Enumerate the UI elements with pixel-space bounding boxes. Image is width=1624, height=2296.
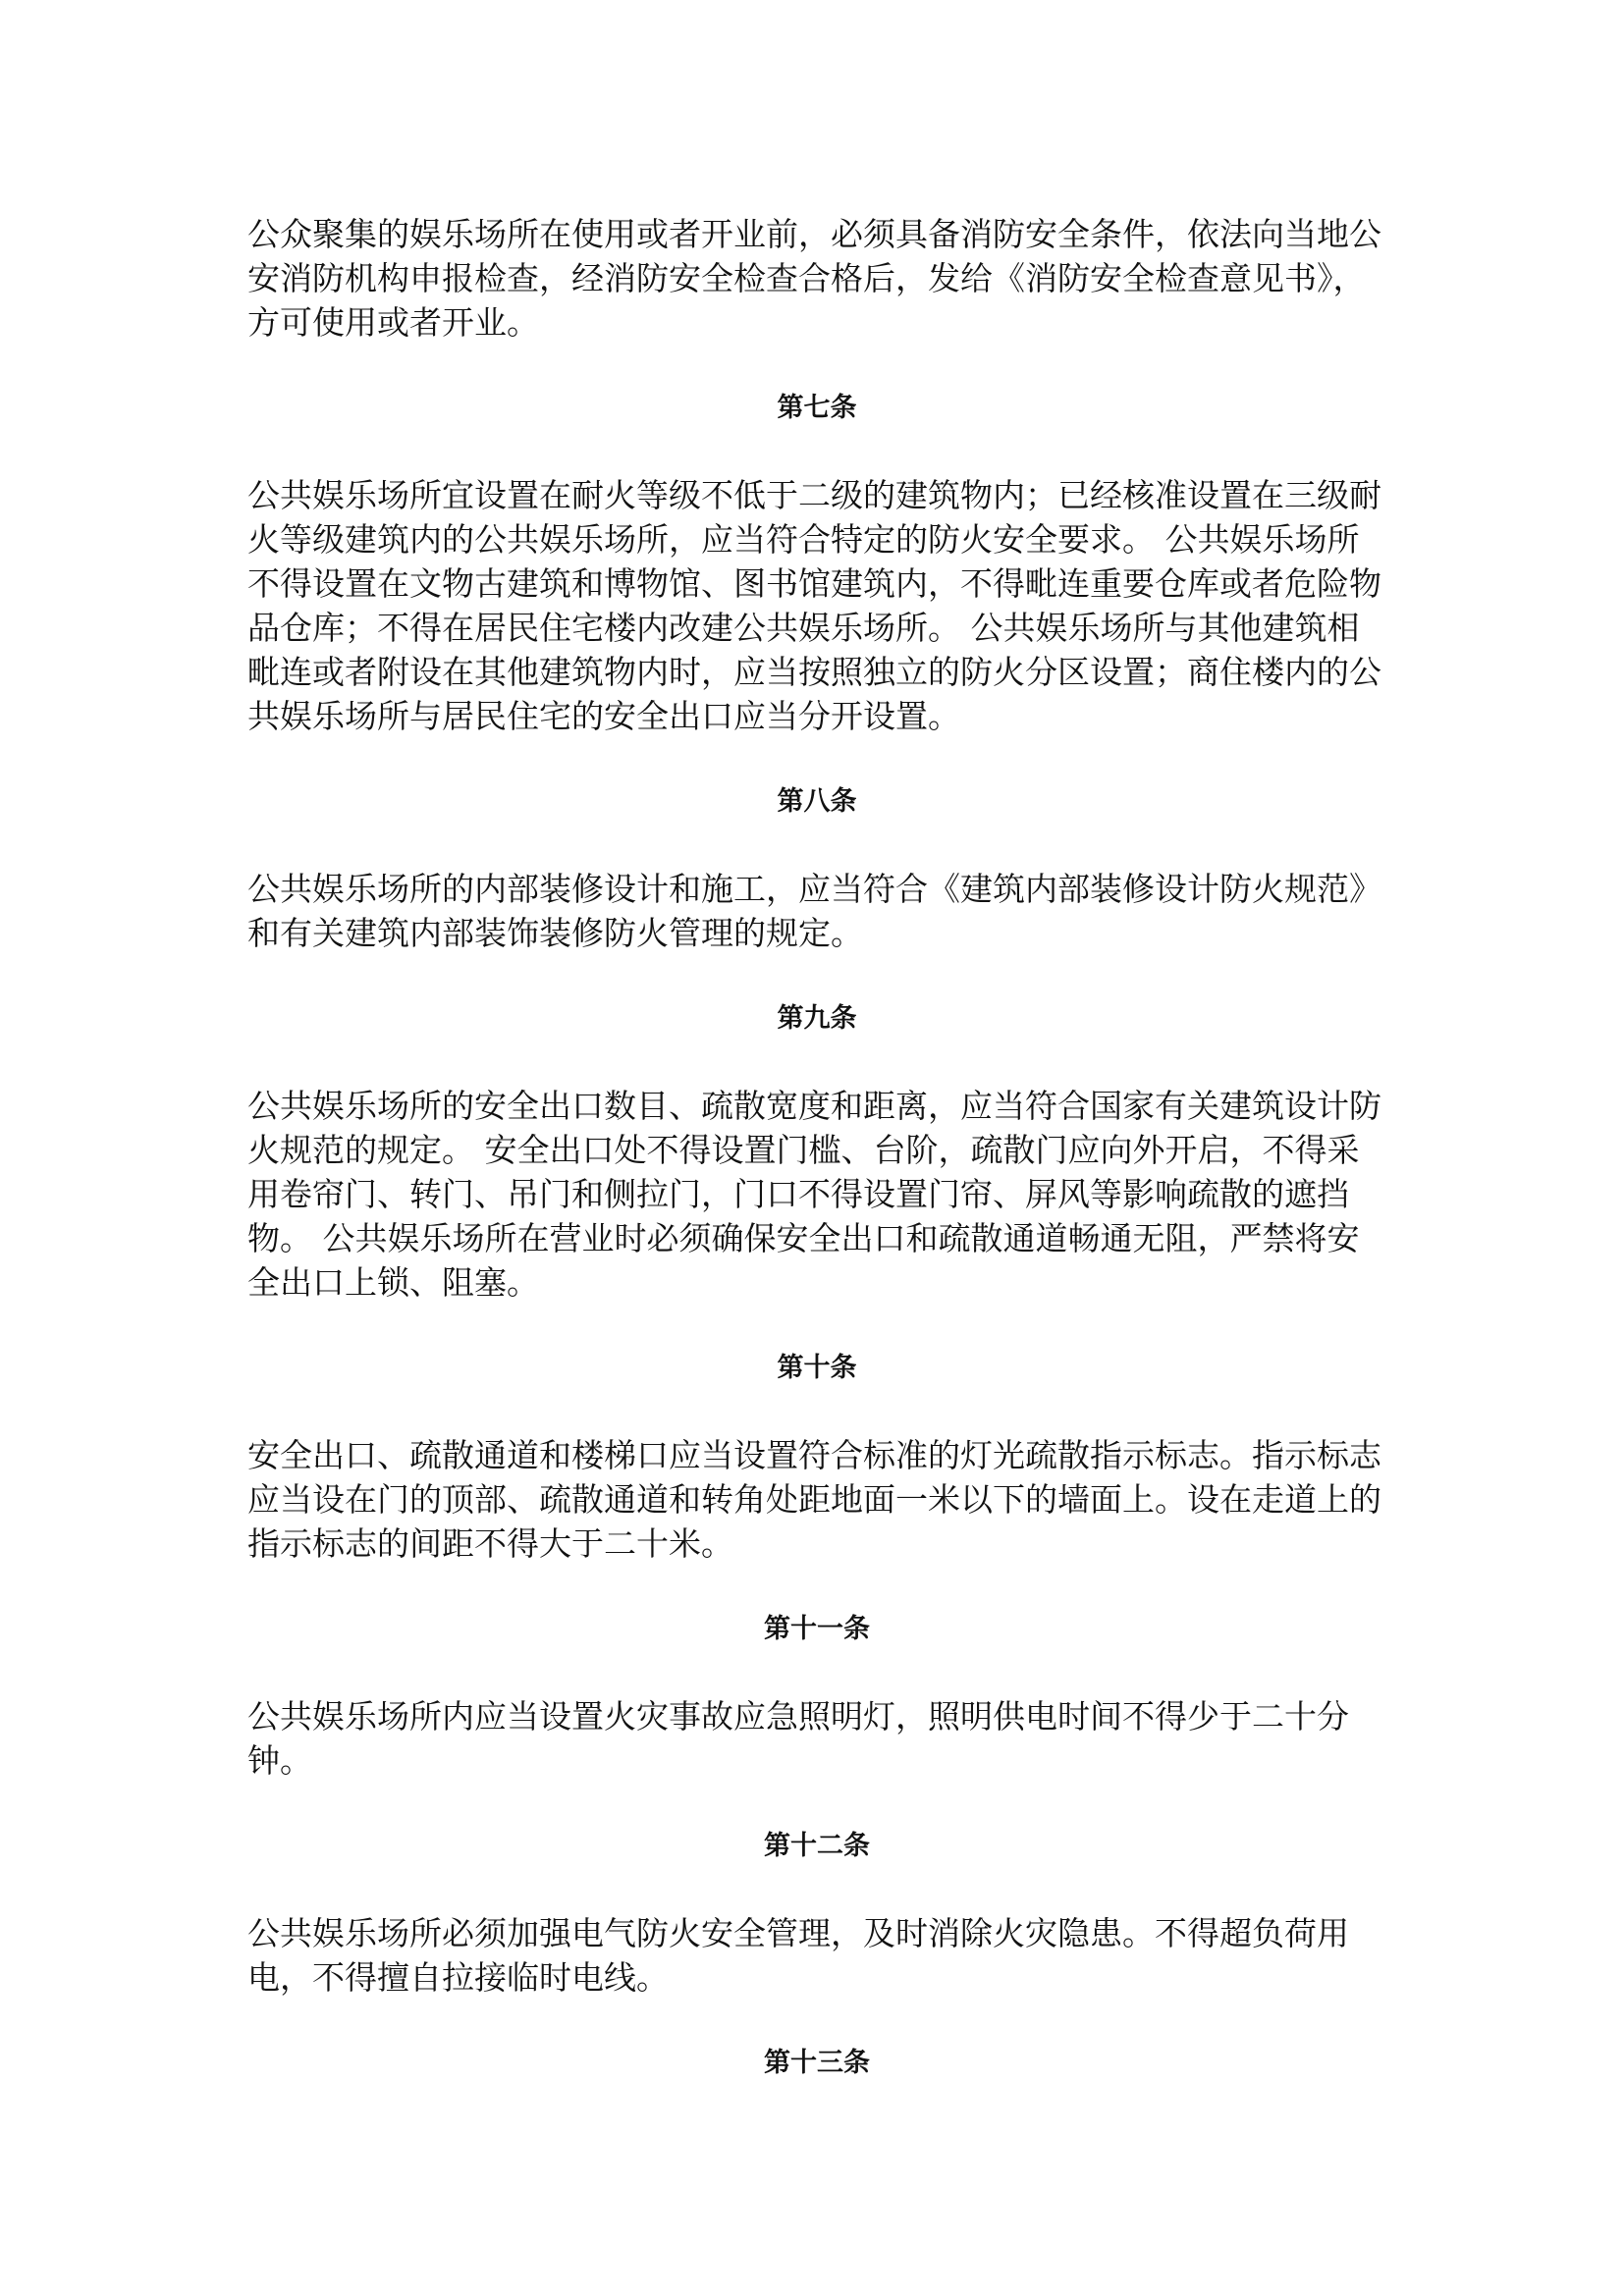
- spacer: [247, 1305, 1386, 1346]
- article-heading-11: 第十一条: [764, 1614, 870, 1644]
- spacer: [247, 1868, 1386, 1911]
- article-heading-8: 第八条: [777, 786, 857, 817]
- spacer: [247, 1390, 1386, 1433]
- spacer: [247, 738, 1386, 779]
- spacer: [247, 1651, 1386, 1694]
- article-heading-13: 第十三条: [764, 2048, 870, 2078]
- spacer: [247, 955, 1386, 996]
- spacer: [247, 345, 1386, 386]
- article-body-9: 公共娱乐场所的安全出口数目、疏散宽度和距离，应当符合国家有关建筑设计防火规范的规定。 安全出口处不得设置门槛、台阶，疏散门应向外开启，不得采用卷帘门、转门、吊门和侧拉门，门口不得设置门帘、屏风等影响疏散的遮挡物。 公共娱乐场所在营业时必须确保安全出口和疏散通道畅通无阻，严禁将安全出口上锁、阻塞。: [247, 1087, 1381, 1302]
- spacer: [247, 430, 1386, 473]
- article-heading-7: 第七条: [777, 393, 857, 423]
- spacer: [247, 2000, 1386, 2041]
- article-heading-12: 第十二条: [764, 1831, 870, 1861]
- spacer: [247, 1566, 1386, 1607]
- article-body-12: 公共娱乐场所必须加强电气防火安全管理，及时消除火灾隐患。不得超负荷用电，不得擅自拉接临时电线。: [247, 1914, 1349, 1997]
- article-body-8: 公共娱乐场所的内部装修设计和施工，应当符合《建筑内部装修设计防火规范》和有关建筑内部装饰装修防火管理的规定。: [247, 870, 1381, 952]
- article-body-7: 公共娱乐场所宜设置在耐火等级不低于二级的建筑物内；已经核准设置在三级耐火等级建筑内的公共娱乐场所，应当符合特定的防火安全要求。 公共娱乐场所不得设置在文物古建筑和博物馆、图书馆建筑内，不得毗连重要仓库或者危险物品仓库；不得在居民住宅楼内改建公共娱乐场所。 公共娱乐场所与其他建筑相毗连或者附设在其他建筑物内时，应当按照独立的防火分区设置；商住楼内的公共娱乐场所与居民住宅的安全出口应当分开设置。: [247, 476, 1381, 735]
- article-body-10: 安全出口、疏散通道和楼梯口应当设置符合标准的灯光疏散指示标志。指示标志应当设在门的顶部、疏散通道和转角处距地面一米以下的墙面上。设在走道上的指示标志的间距不得大于二十米。: [247, 1436, 1381, 1563]
- document-content: [247, 212, 1386, 2085]
- spacer: [247, 1783, 1386, 1824]
- article-heading-10: 第十条: [777, 1353, 857, 1383]
- spacer: [247, 824, 1386, 867]
- article-heading-9: 第九条: [777, 1003, 857, 1034]
- spacer: [247, 1041, 1386, 1084]
- intro-paragraph: 公众聚集的娱乐场所在使用或者开业前，必须具备消防安全条件，依法向当地公安消防机构申报检查，经消防安全检查合格后，发给《消防安全检查意见书》，方可使用或者开业。: [247, 215, 1381, 342]
- article-body-11: 公共娱乐场所内应当设置火灾事故应急照明灯，照明供电时间不得少于二十分钟。: [247, 1697, 1349, 1780]
